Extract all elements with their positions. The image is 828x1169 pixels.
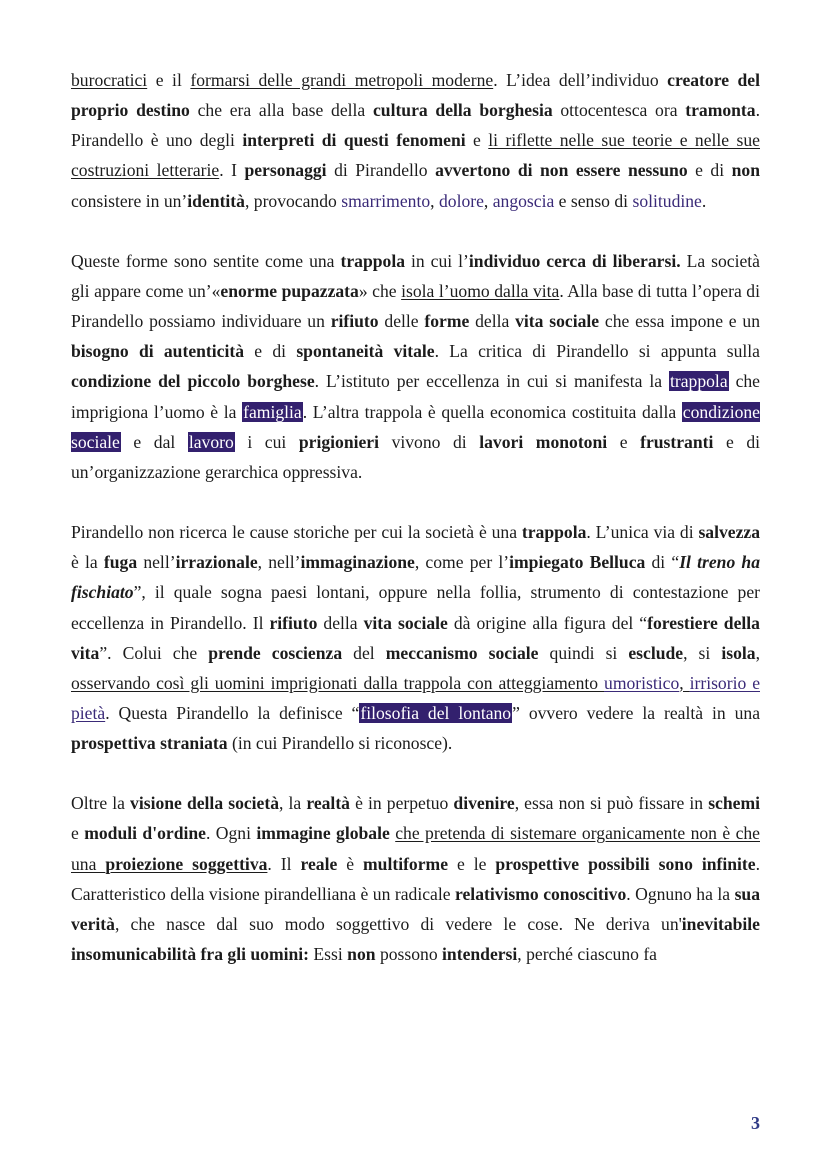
bold-text: rifiuto (269, 612, 318, 633)
bold-text: relativismo conoscitivo (455, 883, 627, 904)
text-run: . Alla base di tutta l’opera di Pirandello possiamo individuare un (71, 280, 760, 332)
bold-text: multiforme (363, 853, 449, 874)
text-run: , essa non si può fissare in (514, 793, 709, 814)
text-run: , che nasce dal suo modo soggettivo di vedere le cose. Ne deriva un' (114, 913, 682, 934)
text-run: , perché ciascuno fa (517, 944, 657, 965)
text-run: nell’ (137, 552, 176, 573)
text-run: che essa impone e un (599, 311, 760, 332)
bold-text: moduli d'ordine (84, 823, 206, 844)
text-run: e di (244, 341, 297, 362)
bold-text: meccanismo sociale (385, 642, 539, 663)
text-run: , come per l’ (414, 552, 510, 573)
bold-text: spontaneità vitale (296, 341, 435, 362)
text-run: (in cui Pirandello si riconosce). (227, 733, 453, 754)
text-run: . I (219, 160, 245, 181)
text-run: e (465, 130, 489, 151)
text-run: Pirandello non ricerca le cause storiche per cui la società è una (71, 522, 522, 543)
text-run: Queste forme sono sentite come una (71, 250, 341, 271)
bold-text: personaggi (244, 160, 327, 181)
text-run: in cui l’ (405, 250, 469, 271)
text-run: ottocentesca ora (552, 100, 686, 121)
underlined-colored-text: umoristico (604, 672, 680, 693)
underlined-text: burocratici (71, 70, 148, 90)
text-run: . Questa Pirandello la definisce “ (105, 702, 360, 723)
bold-text: frustranti (640, 431, 714, 452)
text-run: , si (683, 642, 722, 663)
text-run: e senso di (554, 190, 633, 211)
colored-text: solitudine (632, 190, 702, 211)
text-run: i cui (234, 431, 299, 452)
text-run: è (337, 853, 363, 874)
underlined-text: isola l’uomo dalla vita (401, 280, 560, 301)
underlined-text: proiezione soggettiva (105, 853, 268, 874)
bold-text: reale (300, 853, 338, 874)
bold-text: tramonta (685, 100, 756, 121)
page-number: 3 (751, 1113, 760, 1133)
text-run: di Pirandello (326, 160, 436, 181)
text-run: e le (448, 853, 496, 874)
highlighted-text: lavoro (188, 431, 234, 452)
bold-text: esclude (628, 642, 684, 663)
text-run: e di un’organizzazione gerarchica oppressiva. (71, 431, 761, 482)
text-run: che imprigiona l’uomo è la (71, 371, 760, 422)
bold-text: schemi (708, 793, 760, 814)
text-run: . Ogni (205, 823, 257, 844)
text-run: . Caratteristico della visione pirandelliana è un radicale (71, 853, 760, 904)
bold-text: irrazionale (175, 552, 258, 573)
text-run: quindi si (538, 642, 629, 663)
underlined-text: osservando così gli uomini imprigionati dalla trappola con atteggiamento (71, 672, 605, 693)
underlined-text: che pretenda di sistemare organicamente non è che una (71, 823, 760, 874)
text-run: . Pirandello è uno degli (71, 100, 760, 151)
bold-text: avvertono di non essere nessuno (435, 160, 688, 181)
bold-text: inevitabile insomunicabilità fra gli uomini: (71, 913, 760, 965)
bold-text: realtà (306, 793, 350, 814)
text-run: ” ovvero vedere la realtà in una (512, 702, 760, 723)
text-run: di “ (645, 552, 680, 573)
paragraph (71, 65, 760, 216)
bold-text: vita sociale (515, 311, 600, 332)
text-run: , (755, 642, 760, 663)
text-run: . La critica di Pirandello si appunta sulla (434, 341, 760, 362)
text-run: , nell’ (257, 552, 301, 573)
bold-text: immagine globale (256, 823, 390, 844)
bold-text: interpreti di questi fenomeni (242, 130, 466, 151)
paragraph (71, 246, 760, 487)
bold-text: identità (187, 190, 245, 211)
bold-text: lavori monotoni (479, 431, 608, 452)
paragraph (71, 517, 760, 758)
bold-text: sua verità (71, 883, 760, 934)
italic-title: Il treno ha fischiato (71, 552, 761, 603)
text-run: . L’altra trappola è quella economica costituita dalla (302, 401, 682, 422)
paragraph (71, 788, 760, 969)
bold-text: cultura della borghesia (372, 100, 553, 121)
text-run: Oltre la (71, 793, 131, 814)
text-run: ”. Colui che (99, 642, 209, 663)
colored-text: dolore (438, 190, 484, 211)
bold-text: isola (721, 642, 756, 663)
bold-text: non (731, 160, 760, 181)
bold-text: prospettive possibili sono infinite (495, 853, 756, 874)
text-run: e di (687, 160, 732, 181)
bold-text: condizione del piccolo borghese (71, 371, 315, 392)
bold-text: prigionieri (298, 431, 380, 452)
text-run: delle (378, 311, 425, 332)
underlined-text: li riflette nelle sue teorie e nelle sue costruzioni letterarie (71, 130, 760, 181)
bold-text: divenire (453, 793, 515, 814)
bold-text: prospettiva straniata (71, 733, 228, 754)
highlighted-text: condizione sociale (71, 401, 760, 452)
text-run: . (701, 190, 707, 211)
bold-text: prende coscienza (208, 642, 343, 663)
highlighted-text: filosofia del lontano (360, 702, 512, 723)
bold-text: salvezza (698, 522, 760, 543)
bold-text: immaginazione (300, 552, 415, 573)
underlined-text: formarsi delle grandi metropoli moderne (190, 70, 494, 90)
text-run: e (71, 823, 85, 844)
bold-text: forme (424, 311, 470, 332)
bold-text: bisogno di autenticità (71, 341, 245, 362)
bold-text: vita sociale (363, 612, 448, 633)
bold-text: enorme pupazzata (220, 280, 359, 301)
bold-text: fuga (103, 552, 138, 573)
text-run: vivono di (379, 431, 480, 452)
bold-text: visione della società (130, 793, 280, 814)
bold-text: creatore del proprio destino (71, 70, 761, 121)
bold-text: trappola (521, 522, 587, 543)
bold-text: trappola (340, 250, 406, 271)
text-run: . L’idea dell’individuo (493, 70, 668, 90)
bold-text: individuo cerca di liberarsi. (468, 250, 681, 271)
underlined-text: , (679, 672, 690, 693)
bold-text: impiegato Belluca (509, 552, 646, 573)
text-run: consistere in un’ (71, 190, 188, 211)
text-run: . Il (267, 853, 301, 874)
text-run: » che (358, 280, 402, 301)
text-run: , provocando (244, 190, 342, 211)
text-run: , (483, 190, 493, 211)
text-run: e (607, 431, 641, 452)
text-run: possono (375, 944, 443, 965)
text-run: del (342, 642, 386, 663)
text-run: e dal (120, 431, 188, 452)
text-run: . L’istituto per eccellenza in cui si manifesta la (314, 371, 669, 392)
text-run: che era alla base della (189, 100, 373, 121)
text-run: è in perpetuo (349, 793, 454, 814)
bold-text: rifiuto (330, 311, 379, 332)
text-run: della (317, 612, 364, 633)
highlighted-text: trappola (669, 371, 728, 392)
underlined-colored-text: irrisorio e pietà (71, 672, 760, 723)
bold-text: forestiere della vita (71, 612, 760, 663)
text-run: dà origine alla figura del “ (447, 612, 648, 633)
text-run: della (469, 311, 516, 332)
colored-text: angoscia (492, 190, 555, 211)
text-run: e il (147, 70, 191, 90)
text-run: . Ognuno ha la (626, 883, 735, 904)
text-run: è la (71, 552, 104, 573)
text-run: Essi (309, 944, 348, 965)
colored-text: smarrimento (341, 190, 431, 211)
text-run: . L’unica via di (586, 522, 699, 543)
highlighted-text: famiglia (243, 401, 302, 422)
bold-text: non (347, 944, 376, 965)
text-run: La società gli appare come un’« (71, 250, 760, 301)
text-run: , la (279, 793, 307, 814)
text-run: ”, il quale sogna paesi lontani, oppure nella follia, strumento di contestazione per eccellenza in Pirandello. Il (71, 582, 760, 633)
document-body (71, 65, 760, 969)
bold-text: intendersi (442, 944, 518, 965)
text-run: , (430, 190, 439, 211)
